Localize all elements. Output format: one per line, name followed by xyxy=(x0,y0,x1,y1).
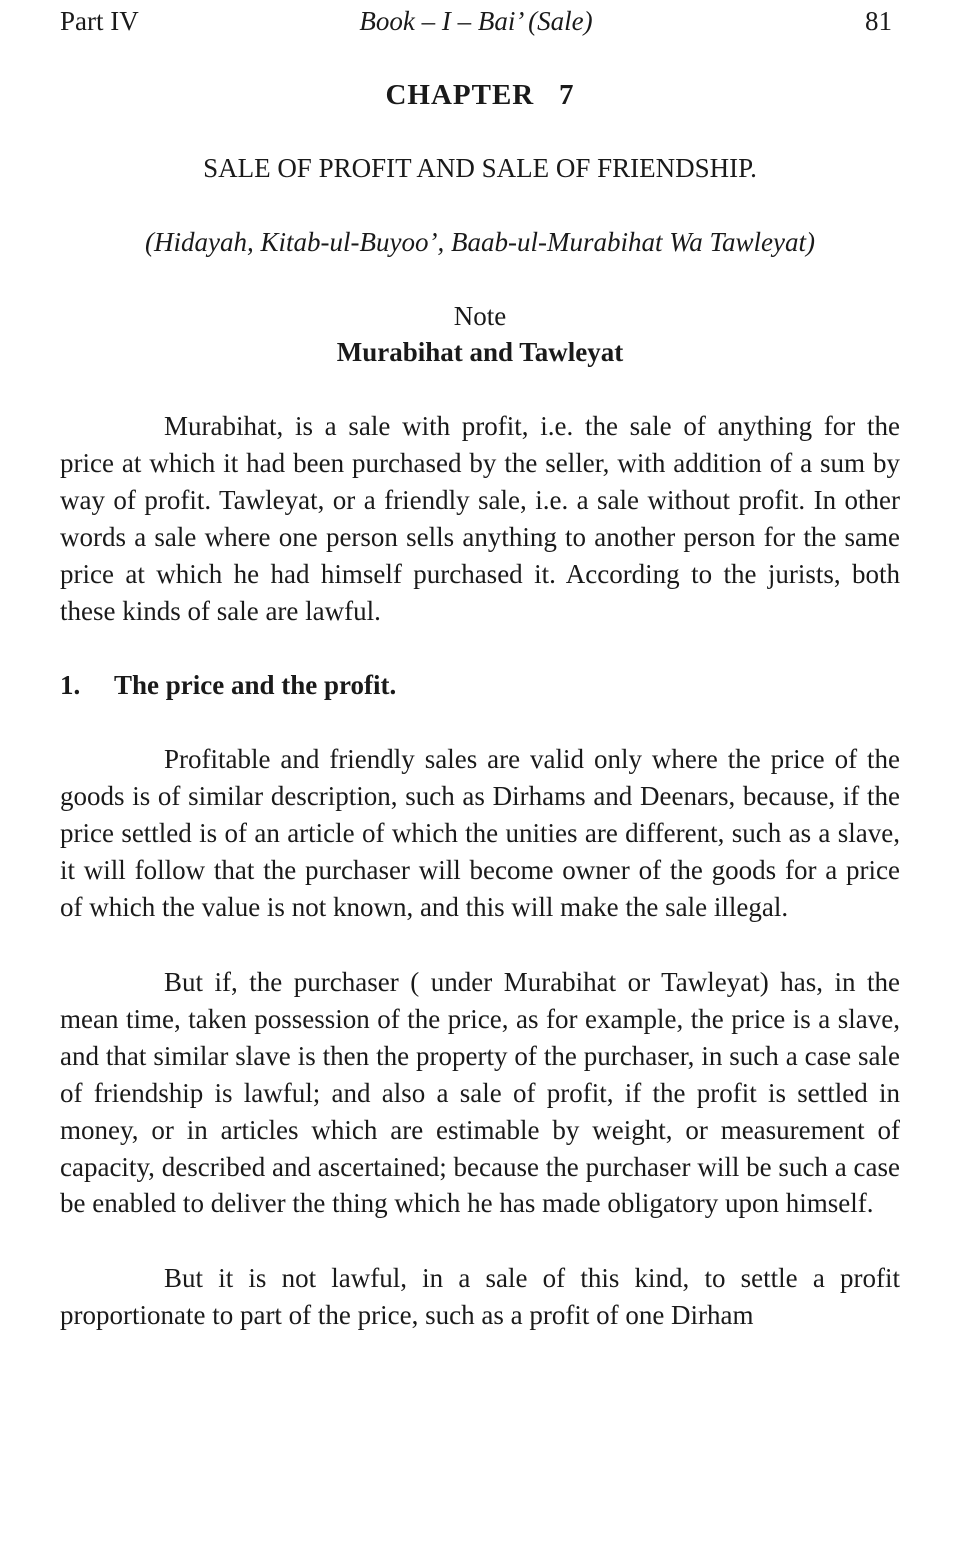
section-paragraph-1: Profitable and friendly sales are valid only where the price of the goods is of similar description, such as Dirhams and Deenars, because, if the price settled is of an article of which the unities are different, such as a slave, it will follow that the purchaser will become owner of the goods for a price of which the value is not known, and this will make the sale illegal. xyxy=(60,744,900,923)
section-heading xyxy=(60,667,900,703)
section-paragraph-2: But if, the purchaser ( under Murabihat or Tawleyat) has, in the mean time, taken possession of the price, as for example, the price is a slave, and that similar slave is then the property of the purchaser, in such a case sale of friendship is lawful; and also a sale of profit, if the profit is settled in money, or in articles which are estimable by weight, or measurement of capacity, described and ascertained; because the purchaser will be such a case be enabled to deliver the thing which he has made obligatory upon himself. xyxy=(60,966,900,1219)
chapter-title: SALE OF PROFIT AND SALE OF FRIENDSHIP. xyxy=(203,153,757,183)
note-label: Note xyxy=(453,301,507,331)
note-title: Murabihat and Tawleyat xyxy=(336,337,624,367)
page-number: 81 xyxy=(865,6,892,36)
section-title: The price and the profit. xyxy=(114,670,397,701)
part-label: Part IV xyxy=(60,6,139,36)
note-paragraph: Murabihat, is a sale with profit, i.e. the sale of anything for the price at which it had been purchased by the seller, with addition of a sum by way of profit. Tawleyat, or a friendly sale, i.e. a sale without profit. In other words a sale where one person sells anything to another person for the same price at which he had himself purchased it. According to the jurists, both these kinds of sale are lawful. xyxy=(60,411,900,626)
chapter-source: (Hidayah, Kitab-ul-Buyoo’, Baab-ul-Murabihat Wa Tawleyat) xyxy=(145,227,815,257)
chapter-label: CHAPTER 7 xyxy=(385,79,575,111)
section-number: 1. xyxy=(60,670,81,701)
running-header xyxy=(60,6,892,40)
book-title: Book – I – Bai’ (Sale) xyxy=(359,6,593,36)
section-paragraph-3: But it is not lawful, in a sale of this kind, to settle a profit proportionate to part of the price, such as a profit of one Dirham xyxy=(60,1263,900,1331)
page-content xyxy=(60,76,900,1334)
